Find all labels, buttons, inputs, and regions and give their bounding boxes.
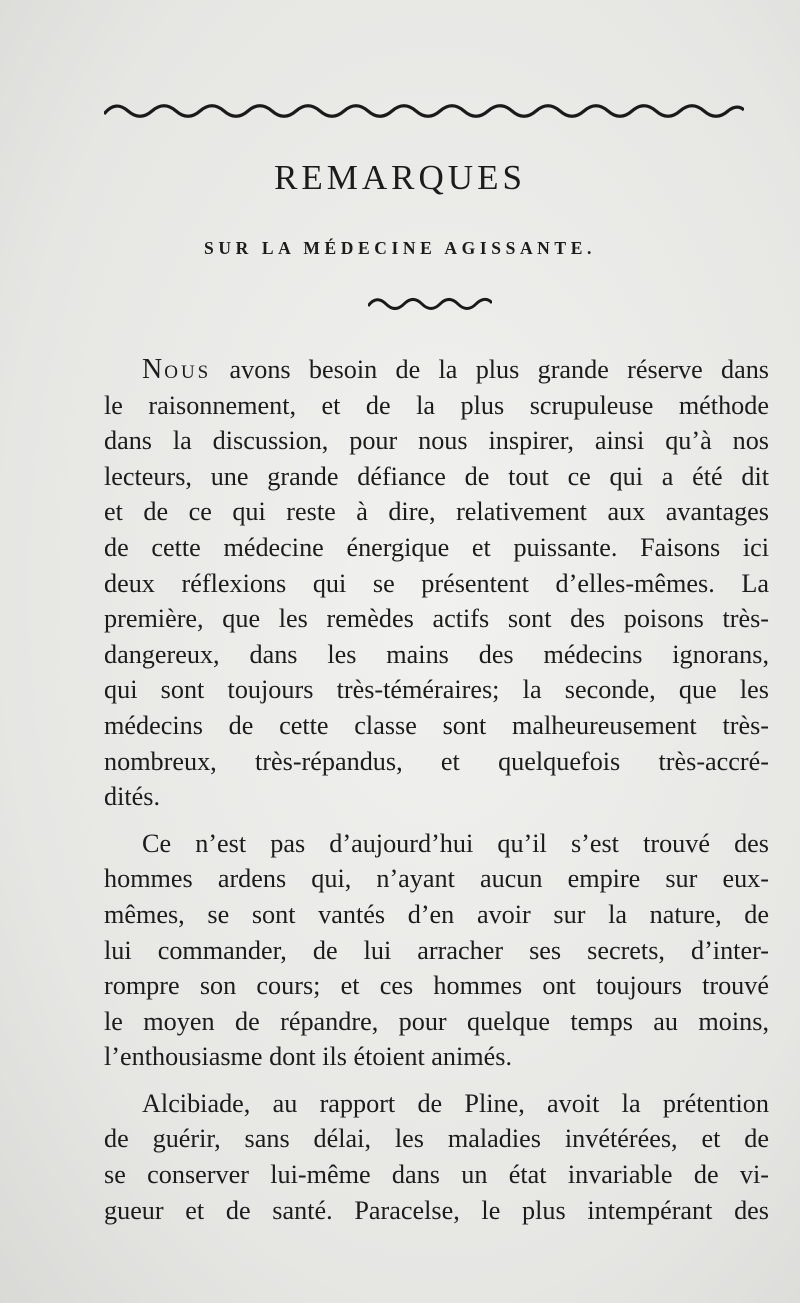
text-line: mêmes, se sont vantés d’en avoir sur la nature, de xyxy=(104,899,769,929)
text-line: gueur et de santé. Paracelse, le plus intempérant des xyxy=(104,1195,769,1225)
text-line: nombreux, très-répandus, et quelquefois très-accré- xyxy=(104,746,769,776)
text-line: de guérir, sans délai, les maladies invétérées, et de xyxy=(104,1124,769,1154)
text-line: NOUS avons besoin de la plus grande réserve dans xyxy=(142,354,770,385)
text-line: de cette médecine énergique et puissante. Faisons ici xyxy=(104,532,769,562)
body-text xyxy=(104,352,769,1228)
small-ornament-rule xyxy=(368,294,492,314)
text-line: l’enthousiasme dont ils étoient animés. xyxy=(104,1042,513,1072)
paragraph-3 xyxy=(104,1086,769,1228)
text-line: dangereux, dans les mains des médecins ignorans, xyxy=(104,639,769,669)
top-ornament-rule xyxy=(104,98,744,124)
text-line: le raisonnement, et de la plus scrupuleuse méthode xyxy=(104,390,769,420)
text-line: Ce n’est pas d’aujourd’hui qu’il s’est trouvé des xyxy=(142,828,769,858)
text-line: lui commander, de lui arracher ses secrets, d’inter- xyxy=(104,935,769,965)
text-line: dités. xyxy=(104,782,161,812)
paragraph-1 xyxy=(104,352,769,815)
text-line: médecins de cette classe sont malheureusement très- xyxy=(104,710,769,740)
paragraph-2 xyxy=(104,826,769,1075)
text-line: Alcibiade, au rapport de Pline, avoit la prétention xyxy=(142,1088,769,1118)
text-line: se conserver lui-même dans un état invariable de vi- xyxy=(104,1160,769,1190)
text-line: le moyen de répandre, pour quelque temps au moins, xyxy=(104,1006,769,1036)
page-subtitle: SUR LA MÉDECINE AGISSANTE. xyxy=(204,238,596,258)
text-line: lecteurs, une grande défiance de tout ce qui a été dit xyxy=(104,461,769,491)
text-line: hommes ardens qui, n’ayant aucun empire sur eux- xyxy=(104,864,769,894)
text-line: rompre son cours; et ces hommes ont toujours trouvé xyxy=(104,971,769,1001)
small-caps-word: OUS xyxy=(164,362,212,383)
text-line: dans la discussion, pour nous inspirer, ainsi qu’à nos xyxy=(104,426,769,456)
text-line: première, que les remèdes actifs sont des poisons très- xyxy=(104,604,769,634)
text-line: qui sont toujours très-téméraires; la seconde, que les xyxy=(104,675,769,705)
initial-letter: N xyxy=(142,354,165,385)
page-title: REMARQUES xyxy=(274,158,526,197)
text-line: et de ce qui reste à dire, relativement aux avantages xyxy=(104,497,769,527)
text-line: deux réflexions qui se présentent d’elles-mêmes. La xyxy=(104,568,769,598)
